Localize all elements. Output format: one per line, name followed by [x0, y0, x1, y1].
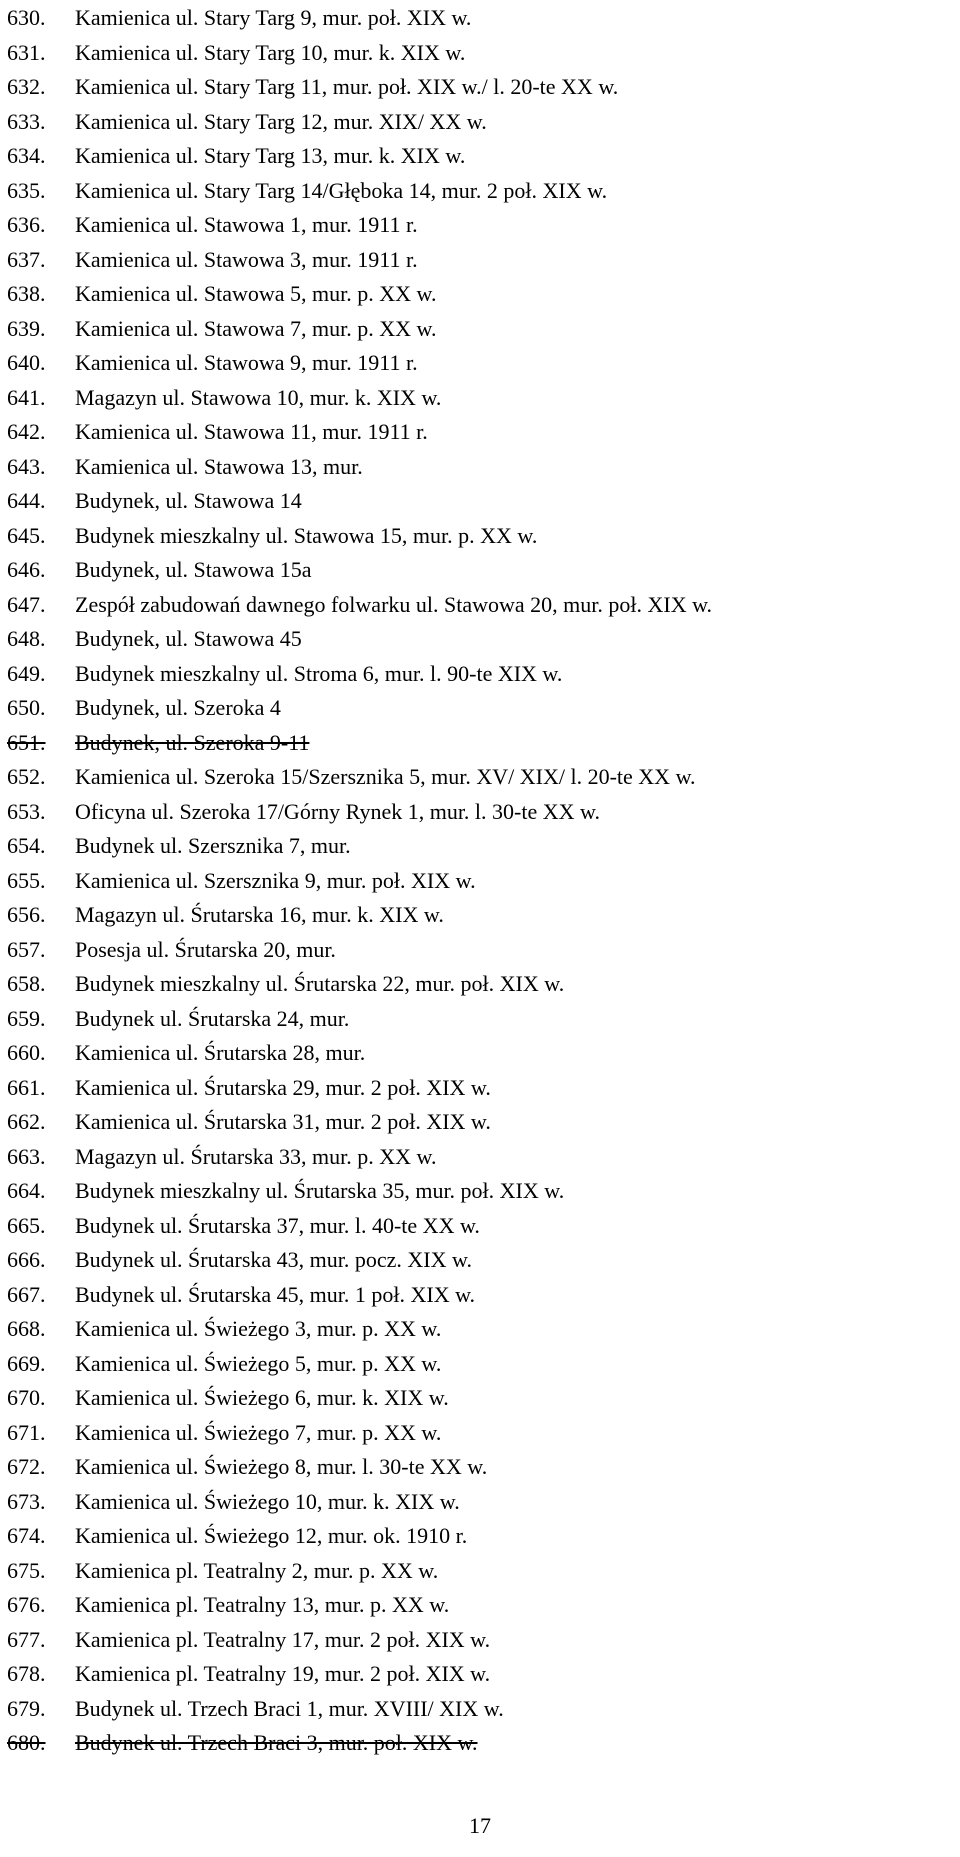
list-item [7, 1352, 957, 1387]
list-item-number: 632. [7, 74, 46, 99]
list-item-number: 674. [7, 1523, 46, 1548]
list-item-text: Budynek mieszkalny ul. Śrutarska 22, mur. poł. XIX w. [75, 971, 565, 996]
list-item-number: 669. [7, 1350, 46, 1376]
list-item [7, 144, 957, 179]
list-item-number: 633. [7, 108, 46, 134]
list-item-number: 649. [7, 660, 46, 686]
list-item-number: 651. [7, 729, 46, 755]
list-item [7, 1248, 957, 1283]
list-item-text: Kamienica ul. Śrutarska 29, mur. 2 poł. XIX w. [75, 1074, 491, 1100]
list-item [7, 1110, 957, 1145]
list-item [7, 1041, 957, 1076]
list-item-text: Kamienica ul. Świeżego 3, mur. p. XX w. [75, 1316, 442, 1341]
list-item [7, 420, 957, 455]
list-item [7, 1524, 957, 1559]
list-item [7, 351, 957, 386]
list-item [7, 1628, 957, 1663]
list-item-number: 636. [7, 212, 46, 237]
list-item-text: Kamienica ul. Stawowa 7, mur. p. XX w. [75, 315, 437, 341]
list-item [7, 489, 957, 524]
list-item [7, 1593, 957, 1628]
list-item-text: Posesja ul. Śrutarska 20, mur. [75, 936, 336, 962]
list-item-text: Kamienica ul. Stary Targ 14/Głęboka 14, mur. 2 poł. XIX w. [75, 177, 608, 203]
list-item-text: Budynek ul. Śrutarska 37, mur. l. 40-te XX w. [75, 1212, 480, 1238]
list-item [7, 41, 957, 76]
list-item [7, 179, 957, 214]
list-item-text: Kamienica pl. Teatralny 17, mur. 2 poł. XIX w. [75, 1626, 491, 1652]
list-item [7, 662, 957, 697]
list-item [7, 1214, 957, 1249]
list-item [7, 6, 957, 41]
list-item [7, 386, 957, 421]
list-item [7, 627, 957, 662]
list-item-number: 667. [7, 1281, 46, 1307]
list-item-struck [7, 1731, 957, 1766]
list-item-text: Budynek ul. Śrutarska 43, mur. pocz. XIX w. [75, 1247, 472, 1272]
list-item-text: Kamienica ul. Świeżego 6, mur. k. XIX w. [75, 1385, 449, 1410]
list-item-text: Budynek, ul. Szeroka 4 [75, 695, 281, 720]
list-item-number: 652. [7, 764, 46, 789]
list-item [7, 1455, 957, 1490]
list-item-text: Kamienica ul. Stawowa 1, mur. 1911 r. [75, 212, 418, 237]
list-item [7, 1697, 957, 1732]
list-item [7, 1007, 957, 1042]
list-item-struck [7, 731, 957, 766]
list-item [7, 455, 957, 490]
list-item-text: Kamienica ul. Świeżego 7, mur. p. XX w. [75, 1419, 442, 1445]
list-item-number: 662. [7, 1109, 46, 1134]
list-item-number: 639. [7, 315, 46, 341]
list-item-text: Kamienica ul. Stawowa 11, mur. 1911 r. [75, 419, 428, 444]
list-item-number: 665. [7, 1212, 46, 1238]
list-item [7, 317, 957, 352]
list-item-number: 646. [7, 557, 46, 582]
list-item-number: 676. [7, 1592, 46, 1617]
list-item-text: Kamienica ul. Świeżego 10, mur. k. XIX w. [75, 1488, 460, 1514]
list-item-text: Kamienica ul. Stawowa 13, mur. [75, 453, 363, 479]
list-item [7, 696, 957, 731]
list-item-text: Kamienica ul. Szersznika 9, mur. poł. XIX w. [75, 867, 476, 893]
list-item-text: Budynek ul. Trzech Braci 3, mur. poł. XIX w. [75, 1730, 478, 1755]
list-item-number: 635. [7, 177, 46, 203]
list-item-text: Budynek, ul. Stawowa 15a [75, 557, 312, 582]
list-item-text: Kamienica ul. Świeżego 12, mur. ok. 1910 r. [75, 1523, 468, 1548]
list-item [7, 1283, 957, 1318]
list-item-text: Kamienica pl. Teatralny 19, mur. 2 poł. XIX w. [75, 1661, 491, 1686]
list-item [7, 1317, 957, 1352]
list-item [7, 558, 957, 593]
list-item-number: 673. [7, 1488, 46, 1514]
list-item-number: 643. [7, 453, 46, 479]
list-item [7, 834, 957, 869]
list-item-number: 678. [7, 1661, 46, 1686]
list-item-text: Oficyna ul. Szeroka 17/Górny Rynek 1, mur. l. 30-te XX w. [75, 798, 600, 824]
list-item-number: 650. [7, 695, 46, 720]
list-item-text: Kamienica ul. Świeżego 5, mur. p. XX w. [75, 1350, 442, 1376]
list-item-number: 648. [7, 626, 46, 651]
list-item-number: 642. [7, 419, 46, 444]
list-item-number: 660. [7, 1040, 46, 1065]
list-item-number: 680. [7, 1730, 46, 1755]
list-item-number: 679. [7, 1695, 46, 1721]
list-item-text: Kamienica ul. Śrutarska 31, mur. 2 poł. XIX w. [75, 1109, 491, 1134]
list-item-number: 631. [7, 39, 46, 65]
list-item-text: Kamienica ul. Stawowa 9, mur. 1911 r. [75, 350, 418, 375]
list-item [7, 903, 957, 938]
list-item-text: Kamienica ul. Stary Targ 9, mur. poł. XIX w. [75, 5, 472, 30]
list-item-number: 630. [7, 5, 46, 30]
list-item-text: Budynek, ul. Stawowa 45 [75, 626, 302, 651]
list-item-text: Kamienica ul. Stary Targ 13, mur. k. XIX w. [75, 143, 466, 168]
list-item-text: Budynek mieszkalny ul. Śrutarska 35, mur. poł. XIX w. [75, 1178, 565, 1203]
list-item [7, 869, 957, 904]
list-item-text: Zespół zabudowań dawnego folwarku ul. Stawowa 20, mur. poł. XIX w. [75, 591, 713, 617]
list-item-number: 645. [7, 522, 46, 548]
list-item-number: 661. [7, 1074, 46, 1100]
list-item-number: 659. [7, 1005, 46, 1031]
list-item-text: Kamienica ul. Stary Targ 10, mur. k. XIX w. [75, 39, 466, 65]
list-item-number: 655. [7, 867, 46, 893]
page-number: 17 [469, 1813, 491, 1838]
list-item-text: Kamienica ul. Śrutarska 28, mur. [75, 1040, 366, 1065]
list-item-number: 644. [7, 488, 46, 513]
list-item-number: 671. [7, 1419, 46, 1445]
list-item-number: 663. [7, 1143, 46, 1169]
list-item [7, 1076, 957, 1111]
list-item-text: Budynek, ul. Szeroka 9-11 [75, 729, 310, 755]
list-item-number: 677. [7, 1626, 46, 1652]
list-item-text: Magazyn ul. Stawowa 10, mur. k. XIX w. [75, 384, 442, 410]
list-item [7, 1386, 957, 1421]
list-item-number: 637. [7, 246, 46, 272]
list-item [7, 1179, 957, 1214]
list-item [7, 800, 957, 835]
list-item-number: 666. [7, 1247, 46, 1272]
list-item-number: 641. [7, 384, 46, 410]
list-item-text: Budynek mieszkalny ul. Stawowa 15, mur. p. XX w. [75, 522, 538, 548]
list-item-text: Budynek ul. Śrutarska 45, mur. 1 poł. XIX w. [75, 1281, 476, 1307]
list-item [7, 1559, 957, 1594]
list-item-text: Kamienica ul. Stary Targ 11, mur. poł. XIX w./ l. 20-te XX w. [75, 74, 619, 99]
list-item-text: Kamienica ul. Stawowa 3, mur. 1911 r. [75, 246, 418, 272]
list-item [7, 282, 957, 317]
list-item [7, 765, 957, 800]
list-item-number: 675. [7, 1557, 46, 1583]
list-item-text: Magazyn ul. Śrutarska 16, mur. k. XIX w. [75, 902, 444, 927]
list-item [7, 1662, 957, 1697]
list-item-text: Budynek ul. Śrutarska 24, mur. [75, 1005, 350, 1031]
list-item-number: 670. [7, 1385, 46, 1410]
entry-list [7, 6, 957, 1766]
list-item [7, 593, 957, 628]
list-item [7, 1145, 957, 1180]
list-item-number: 668. [7, 1316, 46, 1341]
list-item [7, 213, 957, 248]
list-item-text: Kamienica pl. Teatralny 13, mur. p. XX w. [75, 1592, 450, 1617]
list-item-number: 672. [7, 1454, 46, 1479]
list-item-text: Budynek mieszkalny ul. Stroma 6, mur. l. 90-te XIX w. [75, 660, 563, 686]
list-item-number: 653. [7, 798, 46, 824]
list-item-text: Kamienica ul. Stary Targ 12, mur. XIX/ XX w. [75, 108, 487, 134]
list-item-text: Budynek, ul. Stawowa 14 [75, 488, 302, 513]
list-item-text: Budynek ul. Szersznika 7, mur. [75, 833, 351, 858]
list-item [7, 248, 957, 283]
list-item-number: 654. [7, 833, 46, 858]
list-item-number: 656. [7, 902, 46, 927]
list-item-number: 634. [7, 143, 46, 168]
list-item-text: Kamienica ul. Szeroka 15/Szersznika 5, mur. XV/ XIX/ l. 20-te XX w. [75, 764, 696, 789]
list-item [7, 1490, 957, 1525]
list-item-text: Kamienica pl. Teatralny 2, mur. p. XX w. [75, 1557, 439, 1583]
list-item-number: 664. [7, 1178, 46, 1203]
list-item [7, 524, 957, 559]
list-item-number: 647. [7, 591, 46, 617]
list-item-text: Kamienica ul. Świeżego 8, mur. l. 30-te XX w. [75, 1454, 488, 1479]
list-item-number: 657. [7, 936, 46, 962]
list-item [7, 972, 957, 1007]
list-item-text: Kamienica ul. Stawowa 5, mur. p. XX w. [75, 281, 437, 306]
list-item [7, 938, 957, 973]
list-item [7, 110, 957, 145]
list-item-number: 640. [7, 350, 46, 375]
list-item-text: Budynek ul. Trzech Braci 1, mur. XVIII/ XIX w. [75, 1695, 504, 1721]
list-item-number: 638. [7, 281, 46, 306]
list-item [7, 1421, 957, 1456]
list-item [7, 75, 957, 110]
list-item-text: Magazyn ul. Śrutarska 33, mur. p. XX w. [75, 1143, 437, 1169]
list-item-number: 658. [7, 971, 46, 996]
